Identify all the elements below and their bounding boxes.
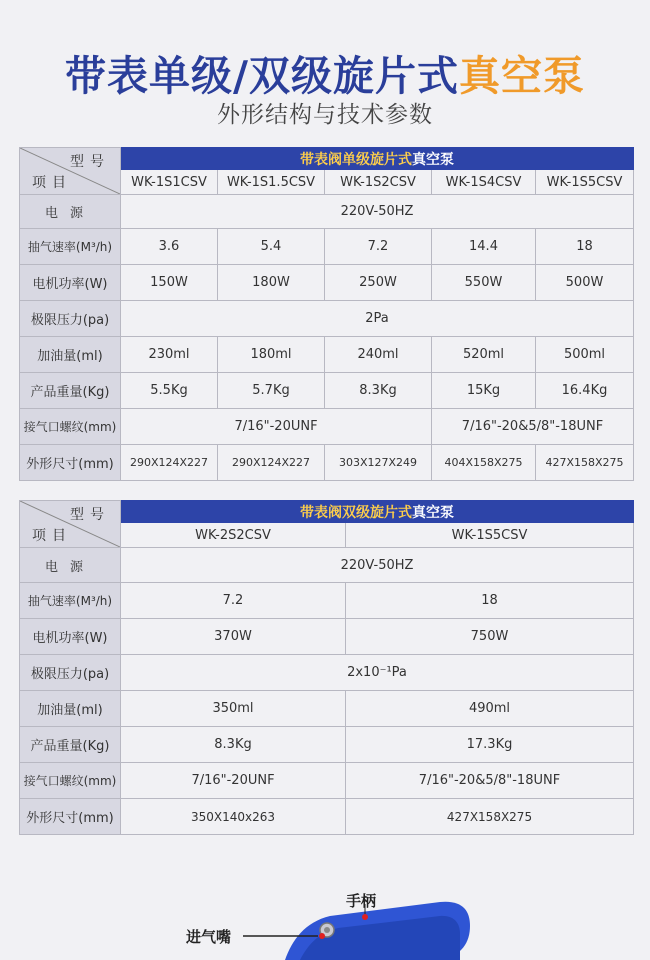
row-label: 电源	[20, 195, 121, 229]
row-label: 电源	[20, 548, 121, 583]
table-cell: 350X140x263	[121, 799, 346, 835]
table-cell: 5.4	[218, 229, 325, 265]
title-blue-part: 带表单级/双级旋片式	[65, 52, 459, 100]
table-cell: 240ml	[325, 337, 432, 373]
handle-label: 手柄	[346, 892, 377, 910]
row-label: 外形尺寸(mm)	[20, 445, 121, 481]
table-cell: 18	[536, 229, 634, 265]
table-cell: 180W	[218, 265, 325, 301]
table-cell: 7/16"-20&5/8"-18UNF	[432, 409, 634, 445]
model-cell: WK-2S2CSV	[121, 523, 346, 548]
table-cell: 370W	[121, 619, 346, 655]
table-cell: 8.3Kg	[325, 373, 432, 409]
pump-handle-graphic	[0, 860, 650, 960]
table-cell: 427X158X275	[536, 445, 634, 481]
table-cell: 2Pa	[121, 301, 634, 337]
row-label: 抽气速率(M³/h)	[20, 229, 121, 265]
row-label: 外形尺寸(mm)	[20, 799, 121, 835]
table-cell: 7/16"-20&5/8"-18UNF	[346, 763, 634, 799]
corner-cell	[20, 148, 121, 195]
table-cell: 18	[346, 583, 634, 619]
header-orange-text: 带表阀双级旋片式	[300, 504, 412, 521]
table-cell: 7/16"-20UNF	[121, 763, 346, 799]
model-cell: WK-1S1CSV	[121, 170, 218, 195]
row-label: 加油量(ml)	[20, 337, 121, 373]
corner-model-label: 型号	[70, 507, 110, 523]
table-cell: 3.6	[121, 229, 218, 265]
table-cell: 750W	[346, 619, 634, 655]
row-label: 电机功率(W)	[20, 619, 121, 655]
model-cell: WK-1S5CSV	[536, 170, 634, 195]
row-label: 极限压力(pa)	[20, 655, 121, 691]
corner-item-label: 项目	[32, 175, 72, 191]
table-cell: 17.3Kg	[346, 727, 634, 763]
row-label: 电机功率(W)	[20, 265, 121, 301]
table-cell: 490ml	[346, 691, 634, 727]
header-orange-text: 带表阀单级旋片式	[300, 151, 412, 168]
table-cell: 2x10⁻¹Pa	[121, 655, 634, 691]
table-cell: 290X124X227	[218, 445, 325, 481]
table-cell: 520ml	[432, 337, 536, 373]
inlet-label: 进气嘴	[186, 928, 232, 946]
title-orange-part: 真空泵	[458, 52, 585, 100]
table-cell: 230ml	[121, 337, 218, 373]
table-cell: 220V-50HZ	[121, 548, 634, 583]
table-header	[121, 501, 634, 523]
row-label: 产品重量(Kg)	[20, 373, 121, 409]
table-cell: 250W	[325, 265, 432, 301]
page-title	[0, 48, 650, 104]
spec-table-single-stage	[19, 147, 634, 481]
table-cell: 350ml	[121, 691, 346, 727]
table-cell: 550W	[432, 265, 536, 301]
header-white-text: 真空泵	[412, 504, 454, 521]
product-illustration	[0, 860, 650, 960]
table-cell: 8.3Kg	[121, 727, 346, 763]
table-cell: 5.5Kg	[121, 373, 218, 409]
page-title-block	[0, 48, 650, 130]
table-cell: 303X127X249	[325, 445, 432, 481]
table-cell: 180ml	[218, 337, 325, 373]
row-label: 接气口螺纹(mm)	[20, 763, 121, 799]
table-cell: 14.4	[432, 229, 536, 265]
table-cell: 5.7Kg	[218, 373, 325, 409]
row-label: 极限压力(pa)	[20, 301, 121, 337]
table-cell: 16.4Kg	[536, 373, 634, 409]
table-cell: 500ml	[536, 337, 634, 373]
table-cell: 7/16"-20UNF	[121, 409, 432, 445]
row-label: 加油量(ml)	[20, 691, 121, 727]
table-cell: 220V-50HZ	[121, 195, 634, 229]
table-cell: 290X124X227	[121, 445, 218, 481]
row-label: 接气口螺纹(mm)	[20, 409, 121, 445]
model-cell: WK-1S4CSV	[432, 170, 536, 195]
table-header	[121, 148, 634, 170]
row-label: 抽气速率(M³/h)	[20, 583, 121, 619]
page-subtitle: 外形结构与技术参数	[217, 102, 433, 128]
model-cell: WK-1S5CSV	[346, 523, 634, 548]
table-cell: 427X158X275	[346, 799, 634, 835]
corner-cell	[20, 501, 121, 548]
corner-model-label: 型号	[70, 154, 110, 170]
model-cell: WK-1S1.5CSV	[218, 170, 325, 195]
header-white-text: 真空泵	[412, 151, 454, 168]
table-cell: 500W	[536, 265, 634, 301]
table-cell: 7.2	[121, 583, 346, 619]
table-cell: 404X158X275	[432, 445, 536, 481]
table-cell: 150W	[121, 265, 218, 301]
spec-table-double-stage	[19, 500, 634, 835]
corner-item-label: 项目	[32, 528, 72, 544]
table-cell: 7.2	[325, 229, 432, 265]
model-cell: WK-1S2CSV	[325, 170, 432, 195]
row-label: 产品重量(Kg)	[20, 727, 121, 763]
table-cell: 15Kg	[432, 373, 536, 409]
